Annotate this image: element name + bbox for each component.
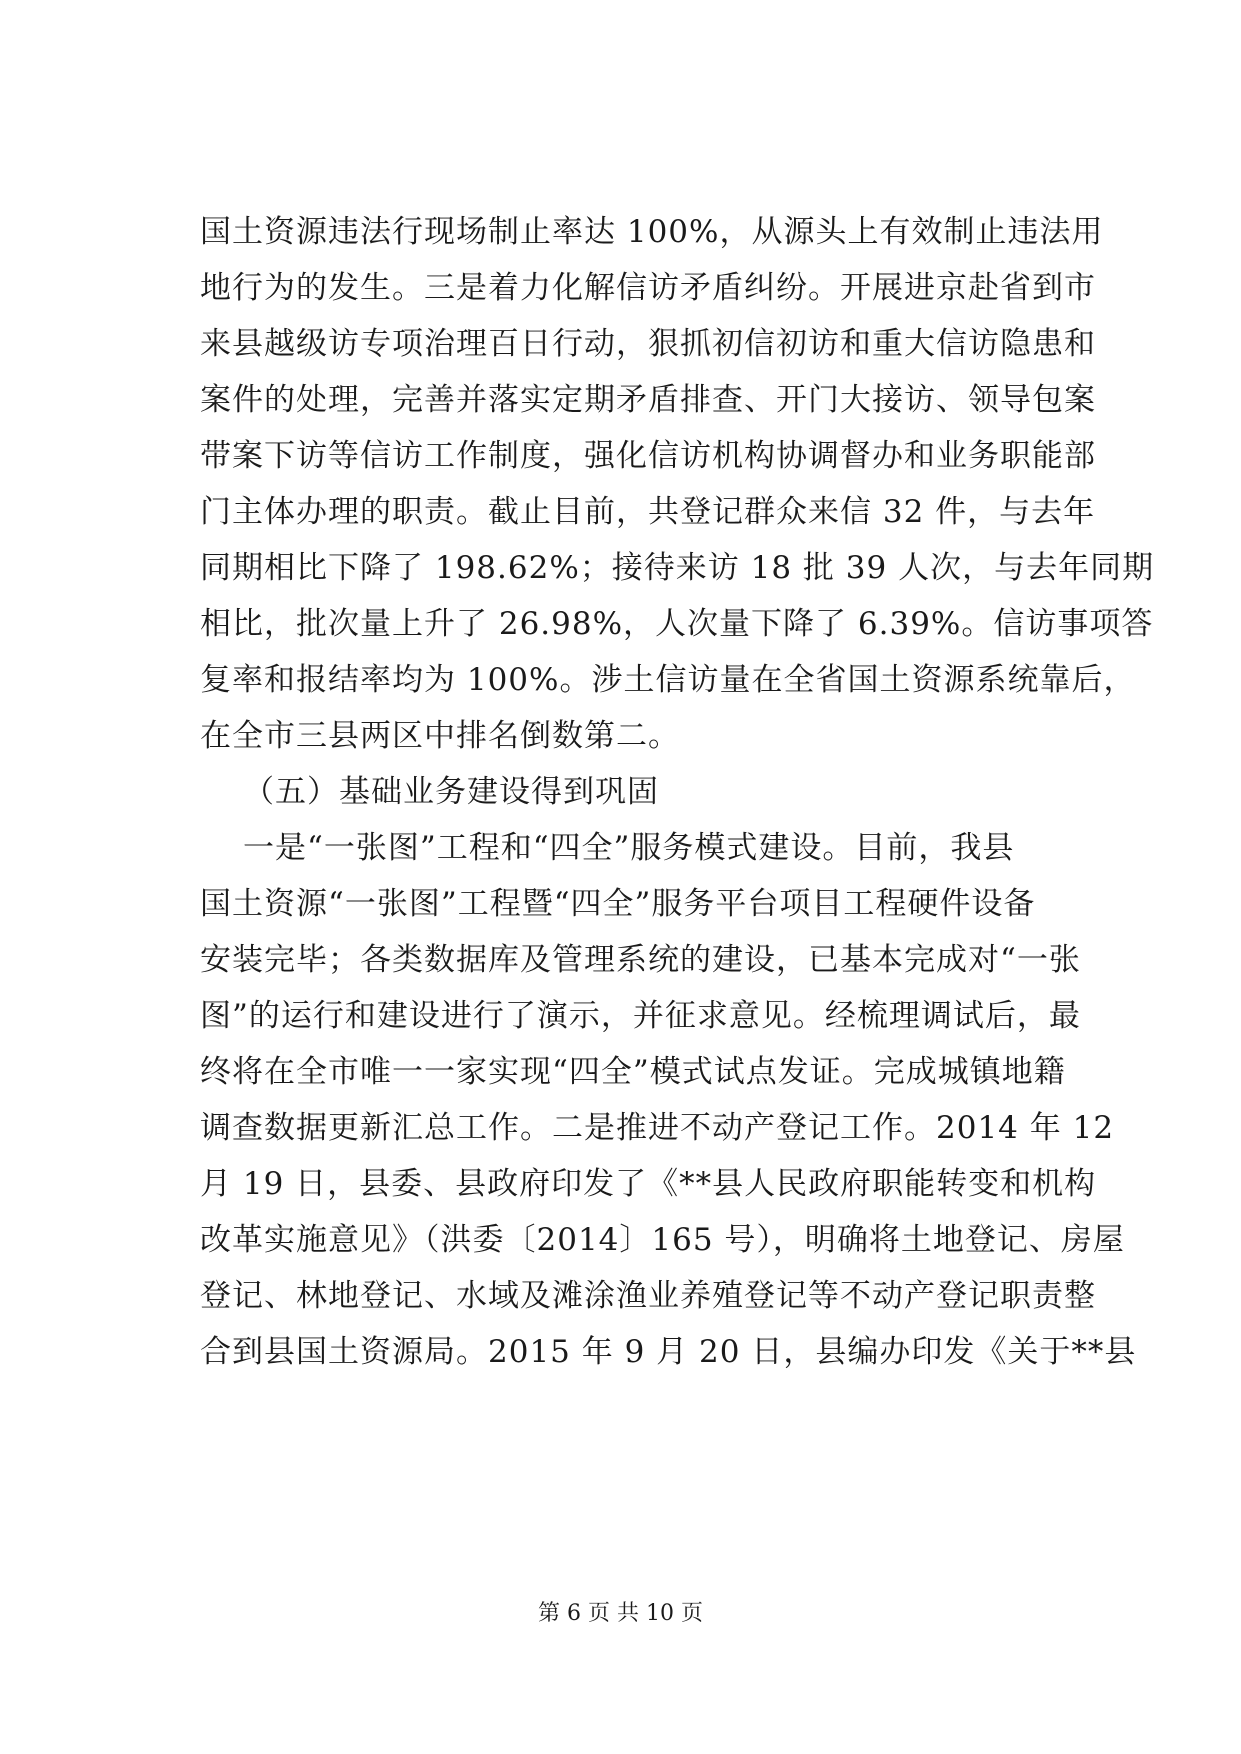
body-line-10: 在全市三县两区中排名倒数第二。	[200, 718, 680, 754]
body-line-18: 改革实施意见》（洪委〔2014〕165 号），明确将土地登记、房屋	[200, 1222, 1125, 1258]
body-line-4: 案件的处理，完善并落实定期矛盾排查、开门大接访、领导包案	[200, 382, 1096, 418]
body-line-3: 来县越级访专项治理百日行动，狠抓初信初访和重大信访隐患和	[200, 326, 1096, 362]
body-line-7: 同期相比下降了 198.62%；接待来访 18 批 39 人次，与去年同期	[200, 550, 1155, 586]
page-number-footer: 第 6 页 共 10 页	[538, 1601, 703, 1626]
body-line-17: 月 19 日，县委、县政府印发了《**县人民政府职能转变和机构	[200, 1166, 1097, 1202]
body-line-2: 地行为的发生。三是着力化解信访矛盾纠纷。开展进京赴省到市	[200, 270, 1096, 306]
body-line-13: 安装完毕；各类数据库及管理系统的建设，已基本完成对“一张	[200, 942, 1081, 978]
body-line-11: 一是“一张图”工程和“四全”服务模式建设。目前，我县	[243, 830, 1015, 866]
body-line-20: 合到县国土资源局。2015 年 9 月 20 日，县编办印发《关于**县	[200, 1334, 1137, 1370]
body-line-14: 图”的运行和建设进行了演示，并征求意见。经梳理调试后，最	[200, 998, 1081, 1034]
body-line-5: 带案下访等信访工作制度，强化信访机构协调督办和业务职能部	[200, 438, 1096, 474]
body-line-15: 终将在全市唯一一家实现“四全”模式试点发证。完成城镇地籍	[200, 1054, 1066, 1090]
section-heading: （五）基础业务建设得到巩固	[243, 774, 659, 810]
body-line-6: 门主体办理的职责。截止目前，共登记群众来信 32 件，与去年	[200, 494, 1096, 530]
body-line-9: 复率和报结率均为 100%。涉土信访量在全省国土资源系统靠后，	[200, 662, 1136, 698]
body-line-16: 调查数据更新汇总工作。二是推进不动产登记工作。2014 年 12	[200, 1110, 1115, 1146]
body-line-1: 国土资源违法行现场制止率达 100%，从源头上有效制止违法用	[200, 214, 1104, 250]
body-line-19: 登记、林地登记、水域及滩涂渔业养殖登记等不动产登记职责整	[200, 1278, 1096, 1314]
body-line-12: 国土资源“一张图”工程暨“四全”服务平台项目工程硬件设备	[200, 886, 1036, 922]
body-line-8: 相比，批次量上升了 26.98%，人次量下降了 6.39%。信访事项答	[200, 606, 1154, 642]
